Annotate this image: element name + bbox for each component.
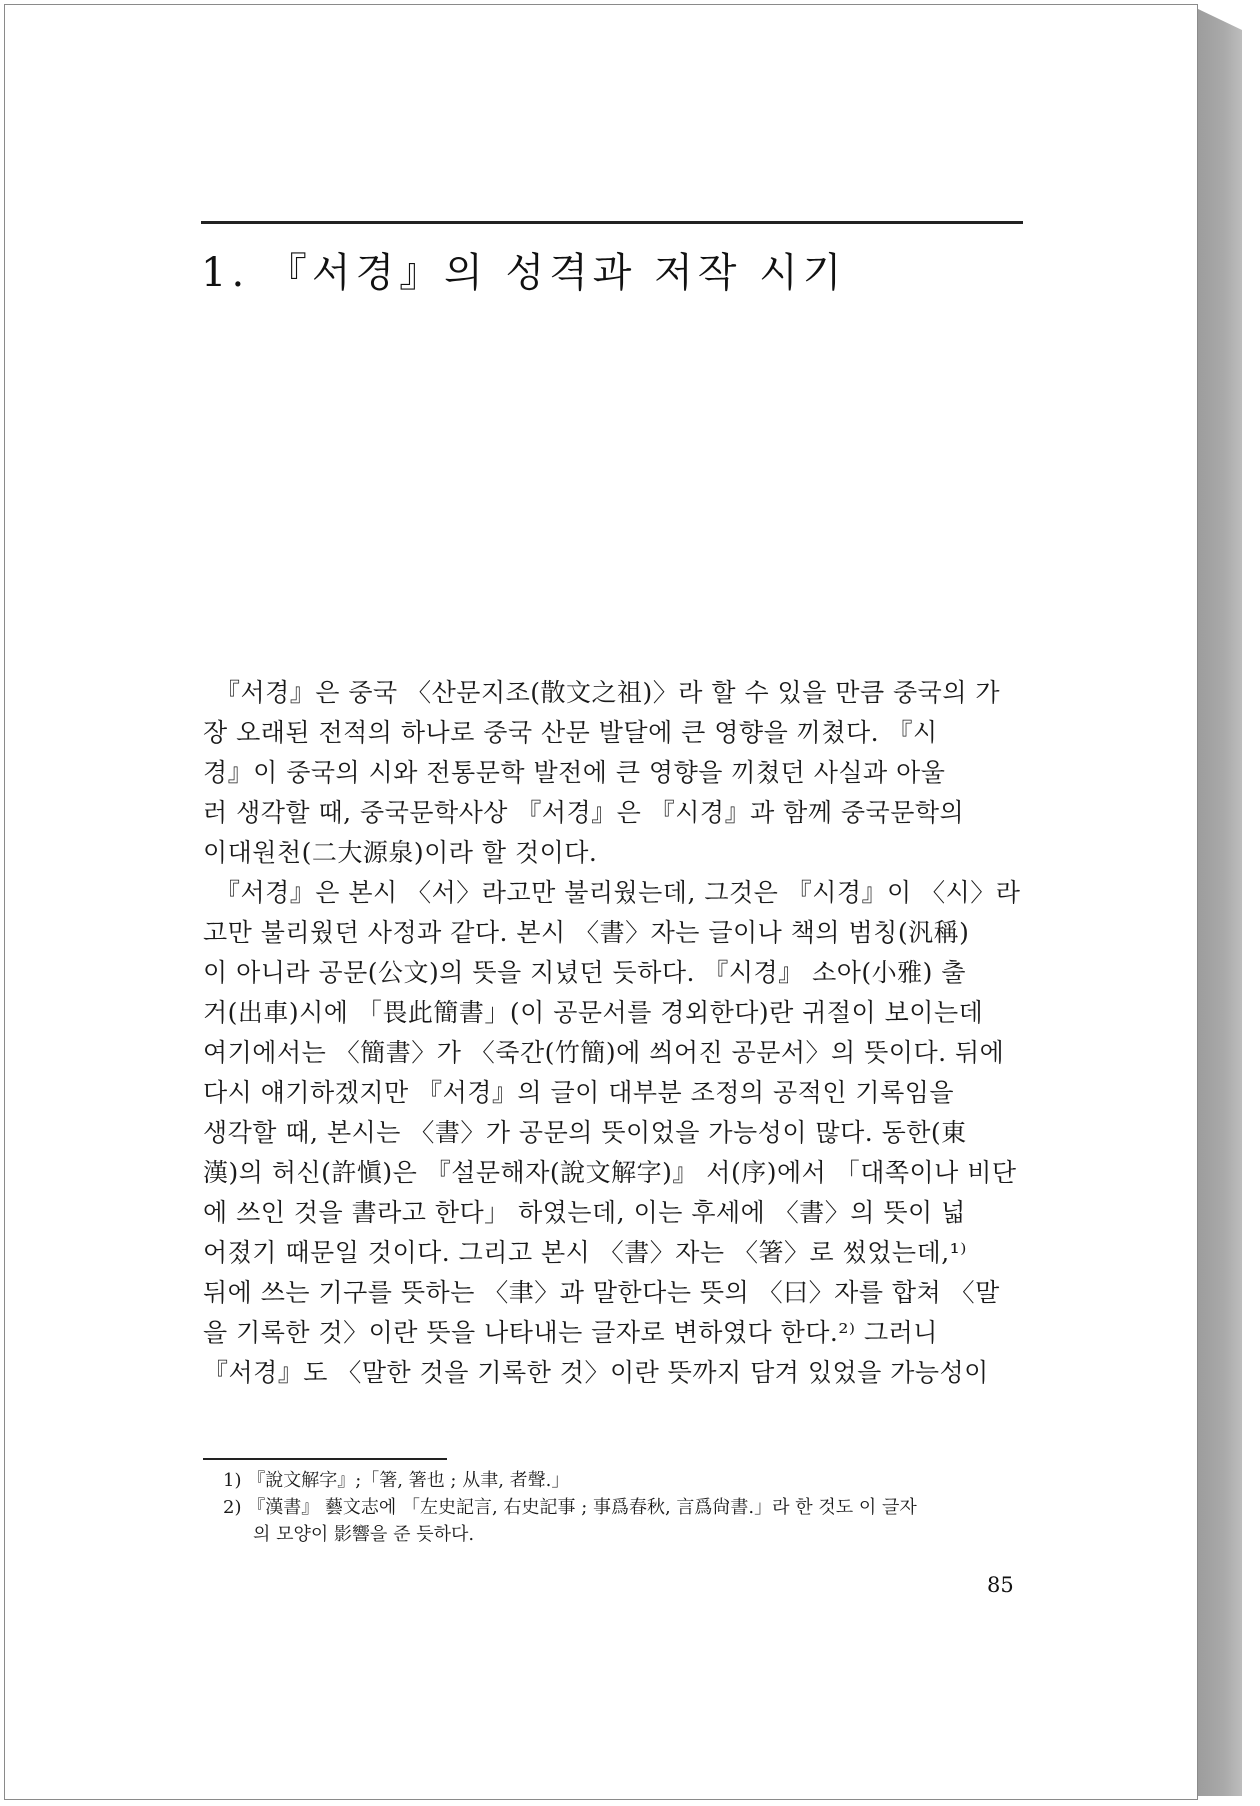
body-line: 경』이 중국의 시와 전통문학 발전에 큰 영향을 끼쳤던 사실과 아울 [203,758,946,787]
footnotes [223,1467,1043,1548]
body-paragraphs [203,673,1035,1393]
body-line: 漢)의 허신(許愼)은 『설문해자(說文解字)』 서(序)에서 「대쪽이나 비단 [203,1158,1017,1187]
footnote-rule [203,1458,447,1460]
body-line: 『서경』도 〈말한 것을 기록한 것〉이란 뜻까지 담겨 있었을 가능성이 [203,1358,989,1387]
body-line: 생각할 때, 본시는 〈書〉가 공문의 뜻이었을 가능성이 많다. 동한(東 [203,1118,967,1147]
footnote-2-continued: 의 모양이 影響을 준 듯하다. [253,1524,475,1545]
body-line: 『서경』은 중국 〈산문지조(散文之祖)〉라 할 수 있을 만큼 중국의 가 [215,678,1001,707]
body-line: 거(出車)시에 「畏此簡書」(이 공문서를 경외한다)란 귀절이 보이는데 [203,998,984,1027]
body-line: 장 오래된 전적의 하나로 중국 산문 발달에 큰 영향을 끼쳤다. 『시 [203,718,938,747]
body-line: 이 아니라 공문(公文)의 뜻을 지녔던 듯하다. 『시경』 소아(小雅) 출 [203,958,967,987]
body-line: 고만 불리웠던 사정과 같다. 본시 〈書〉자는 글이나 책의 범칭(汎稱) [203,918,970,947]
body-line: 다시 얘기하겠지만 『서경』의 글이 대부분 조정의 공적인 기록임을 [203,1078,955,1107]
body-line: 어졌기 때문일 것이다. 그리고 본시 〈書〉자는 〈箸〉로 썼었는데,¹⁾ [203,1238,967,1267]
body-line: 여기에서는 〈簡書〉가 〈죽간(竹簡)에 씌어진 공문서〉의 뜻이다. 뒤에 [203,1038,1005,1067]
body-line: 이대원천(二大源泉)이라 할 것이다. [203,838,598,867]
chapter-title-rule [201,221,1023,224]
chapter-title: 1. 『서경』의 성격과 저작 시기 [201,250,847,296]
body-line: 『서경』은 본시 〈서〉라고만 불리웠는데, 그것은 『시경』이 〈시〉라 [215,878,1021,907]
page-stack-edge [1196,8,1242,1796]
page-number: 85 [987,1573,1014,1597]
body-line: 에 쓰인 것을 書라고 한다」 하였는데, 이는 후세에 〈書〉의 뜻이 넓 [203,1198,966,1227]
body-line: 을 기록한 것〉이란 뜻을 나타내는 글자로 변하였다 한다.²⁾ 그러니 [203,1318,938,1347]
book-page [4,4,1198,1800]
footnote-1: 1) 『說文解字』;「箸, 箸也 ; 从聿, 者聲.」 [223,1470,570,1491]
body-line: 러 생각할 때, 중국문학사상 『서경』은 『시경』과 함께 중국문학의 [203,798,965,827]
footnote-2: 2) 『漢書』 藝文志에 「左史記言, 右史記事 ; 事爲春秋, 言爲尙書.」라 한 것도 이 글자 [223,1497,917,1518]
body-line: 뒤에 쓰는 기구를 뜻하는 〈聿〉과 말한다는 뜻의 〈曰〉자를 합쳐 〈말 [203,1278,1000,1307]
